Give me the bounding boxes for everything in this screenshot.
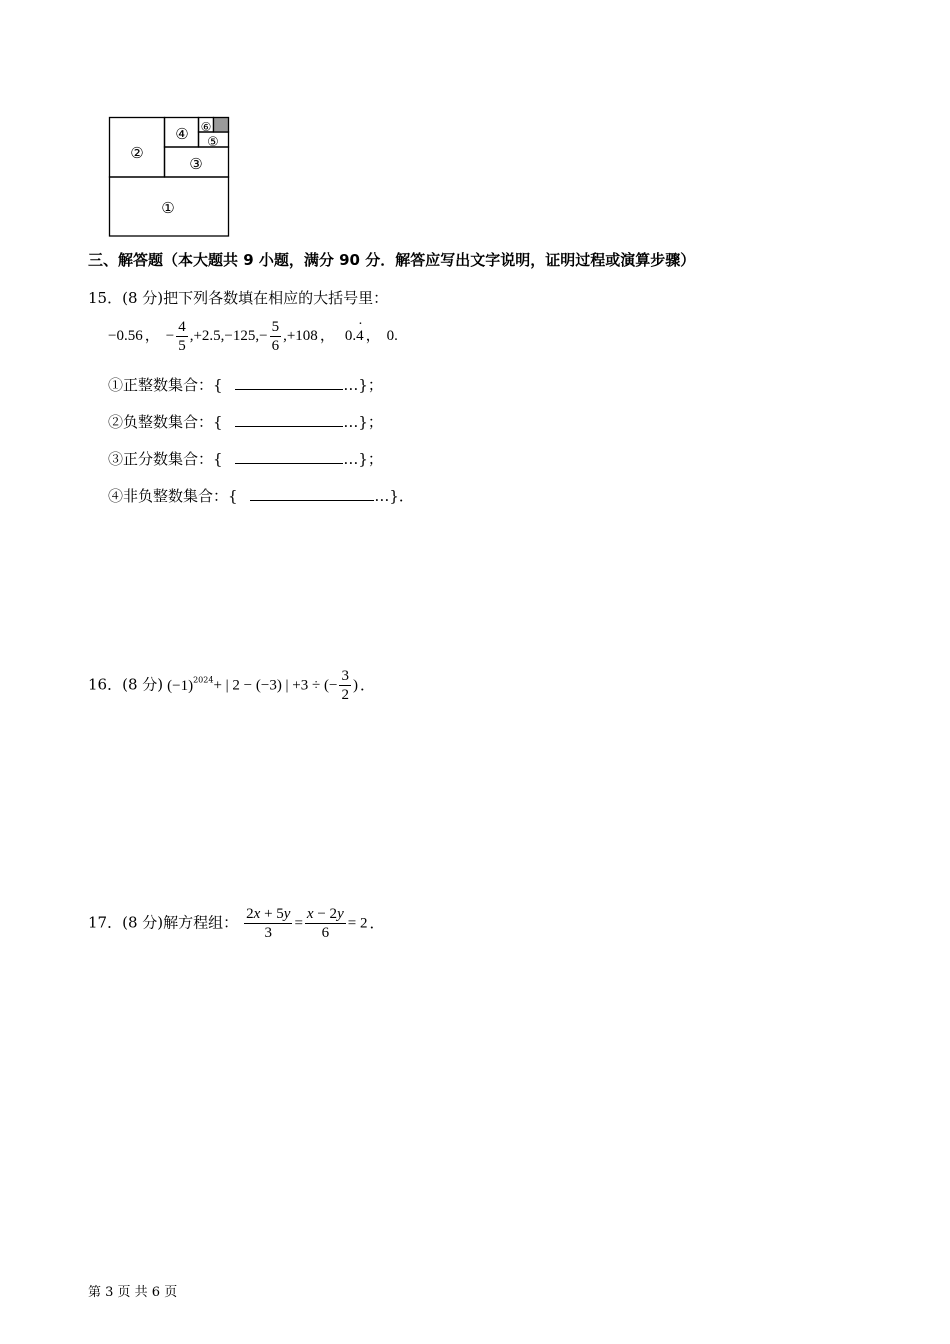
label-6: ⑥: [200, 120, 212, 134]
expression-part: + | 2 − (−3) | +3 ÷ (−: [213, 677, 338, 694]
expression-part: (−1): [167, 677, 194, 694]
set-label: ②负整数集合：: [108, 413, 214, 431]
nested-rectangles-figure: [108, 116, 232, 240]
page-footer: 第 3 页 共 6 页: [88, 1285, 178, 1300]
sentence-end: ．: [369, 913, 385, 932]
fraction-numerator: 5: [271, 319, 280, 335]
set-close: …}．: [374, 487, 414, 505]
set-open-brace: {: [213, 450, 223, 468]
label-5: ⑤: [207, 135, 219, 150]
repeating-decimal-base: 0.: [344, 327, 357, 344]
question-prompt: 解方程组：: [163, 913, 239, 932]
set-open-brace: {: [213, 413, 223, 431]
set-row-positive-fractions: [108, 448, 383, 469]
set-label: ①正整数集合：: [108, 376, 214, 394]
fraction-denominator: 3: [264, 925, 273, 941]
set-label: ④非负整数集合：: [108, 487, 229, 505]
equals-sign: =: [294, 915, 303, 932]
question-number: 17．: [88, 913, 123, 932]
set-close: …}；: [343, 413, 383, 431]
set-row-nonnegative-integers: [108, 485, 414, 506]
fraction-denominator: 2: [341, 687, 349, 703]
question-15-title: [88, 287, 388, 308]
label-4: ④: [175, 125, 189, 143]
repeating-decimal-digit: 4 ·: [356, 328, 364, 345]
number-item: ,+108: [283, 327, 318, 344]
fraction-2x5y-over-3: [244, 906, 292, 941]
answer-blank[interactable]: [235, 375, 343, 390]
set-row-positive-integers: [108, 374, 383, 395]
section-heading: 三、解答题（本大题共 9 小题，满分 90 分．解答应写出文字说明，证明过程或演算步骤）: [88, 251, 696, 269]
fraction-numerator: 4: [178, 319, 186, 335]
rect-shaded: [214, 118, 229, 133]
question-score: (8 分): [122, 675, 164, 694]
fraction-x2y-over-6: [305, 906, 346, 941]
label-1: ①: [161, 199, 175, 217]
question-17: [88, 906, 384, 941]
fraction-denominator: 6: [321, 925, 330, 941]
fraction-denominator: 6: [271, 338, 280, 354]
fraction-denominator: 5: [178, 338, 186, 354]
set-open-brace: {: [228, 487, 238, 505]
set-open-brace: {: [213, 376, 223, 394]
separator: ，: [319, 327, 335, 344]
fraction-numerator: 2x + 5y: [246, 906, 291, 922]
number-item: 0.: [386, 327, 398, 344]
label-3: ③: [189, 155, 203, 173]
minus-sign: −: [165, 327, 175, 344]
set-close: …}；: [343, 376, 383, 394]
question-score: (8 分): [122, 289, 164, 307]
separator: ，: [144, 327, 160, 344]
question-number: 16．: [88, 675, 123, 694]
fraction-3-2: [339, 668, 351, 703]
fraction-5-6: [270, 319, 282, 354]
number-sequence: ,+2.5,−125,−: [189, 327, 268, 344]
expression-part: ): [352, 677, 358, 694]
label-2: ②: [130, 144, 144, 162]
question-number: 15．: [88, 289, 123, 307]
equals-two: = 2: [347, 915, 368, 932]
question-16: [88, 668, 375, 703]
q15-number-list: [108, 319, 398, 354]
set-row-negative-integers: [108, 411, 383, 432]
fraction-4-5: [176, 319, 188, 354]
fraction-numerator: 3: [341, 668, 349, 684]
fraction-numerator: x − 2y: [306, 906, 344, 922]
sentence-end: ．: [359, 675, 375, 694]
answer-blank[interactable]: [235, 449, 343, 464]
question-score: (8 分): [122, 913, 164, 932]
separator: ，: [365, 327, 381, 344]
answer-blank[interactable]: [250, 486, 374, 501]
number-item: −0.56: [108, 327, 143, 344]
exponent: 2024: [193, 675, 214, 685]
set-label: ③正分数集合：: [108, 450, 214, 468]
answer-blank[interactable]: [235, 412, 343, 427]
set-close: …}；: [343, 450, 383, 468]
question-prompt: 把下列各数填在相应的大括号里：: [163, 289, 389, 307]
